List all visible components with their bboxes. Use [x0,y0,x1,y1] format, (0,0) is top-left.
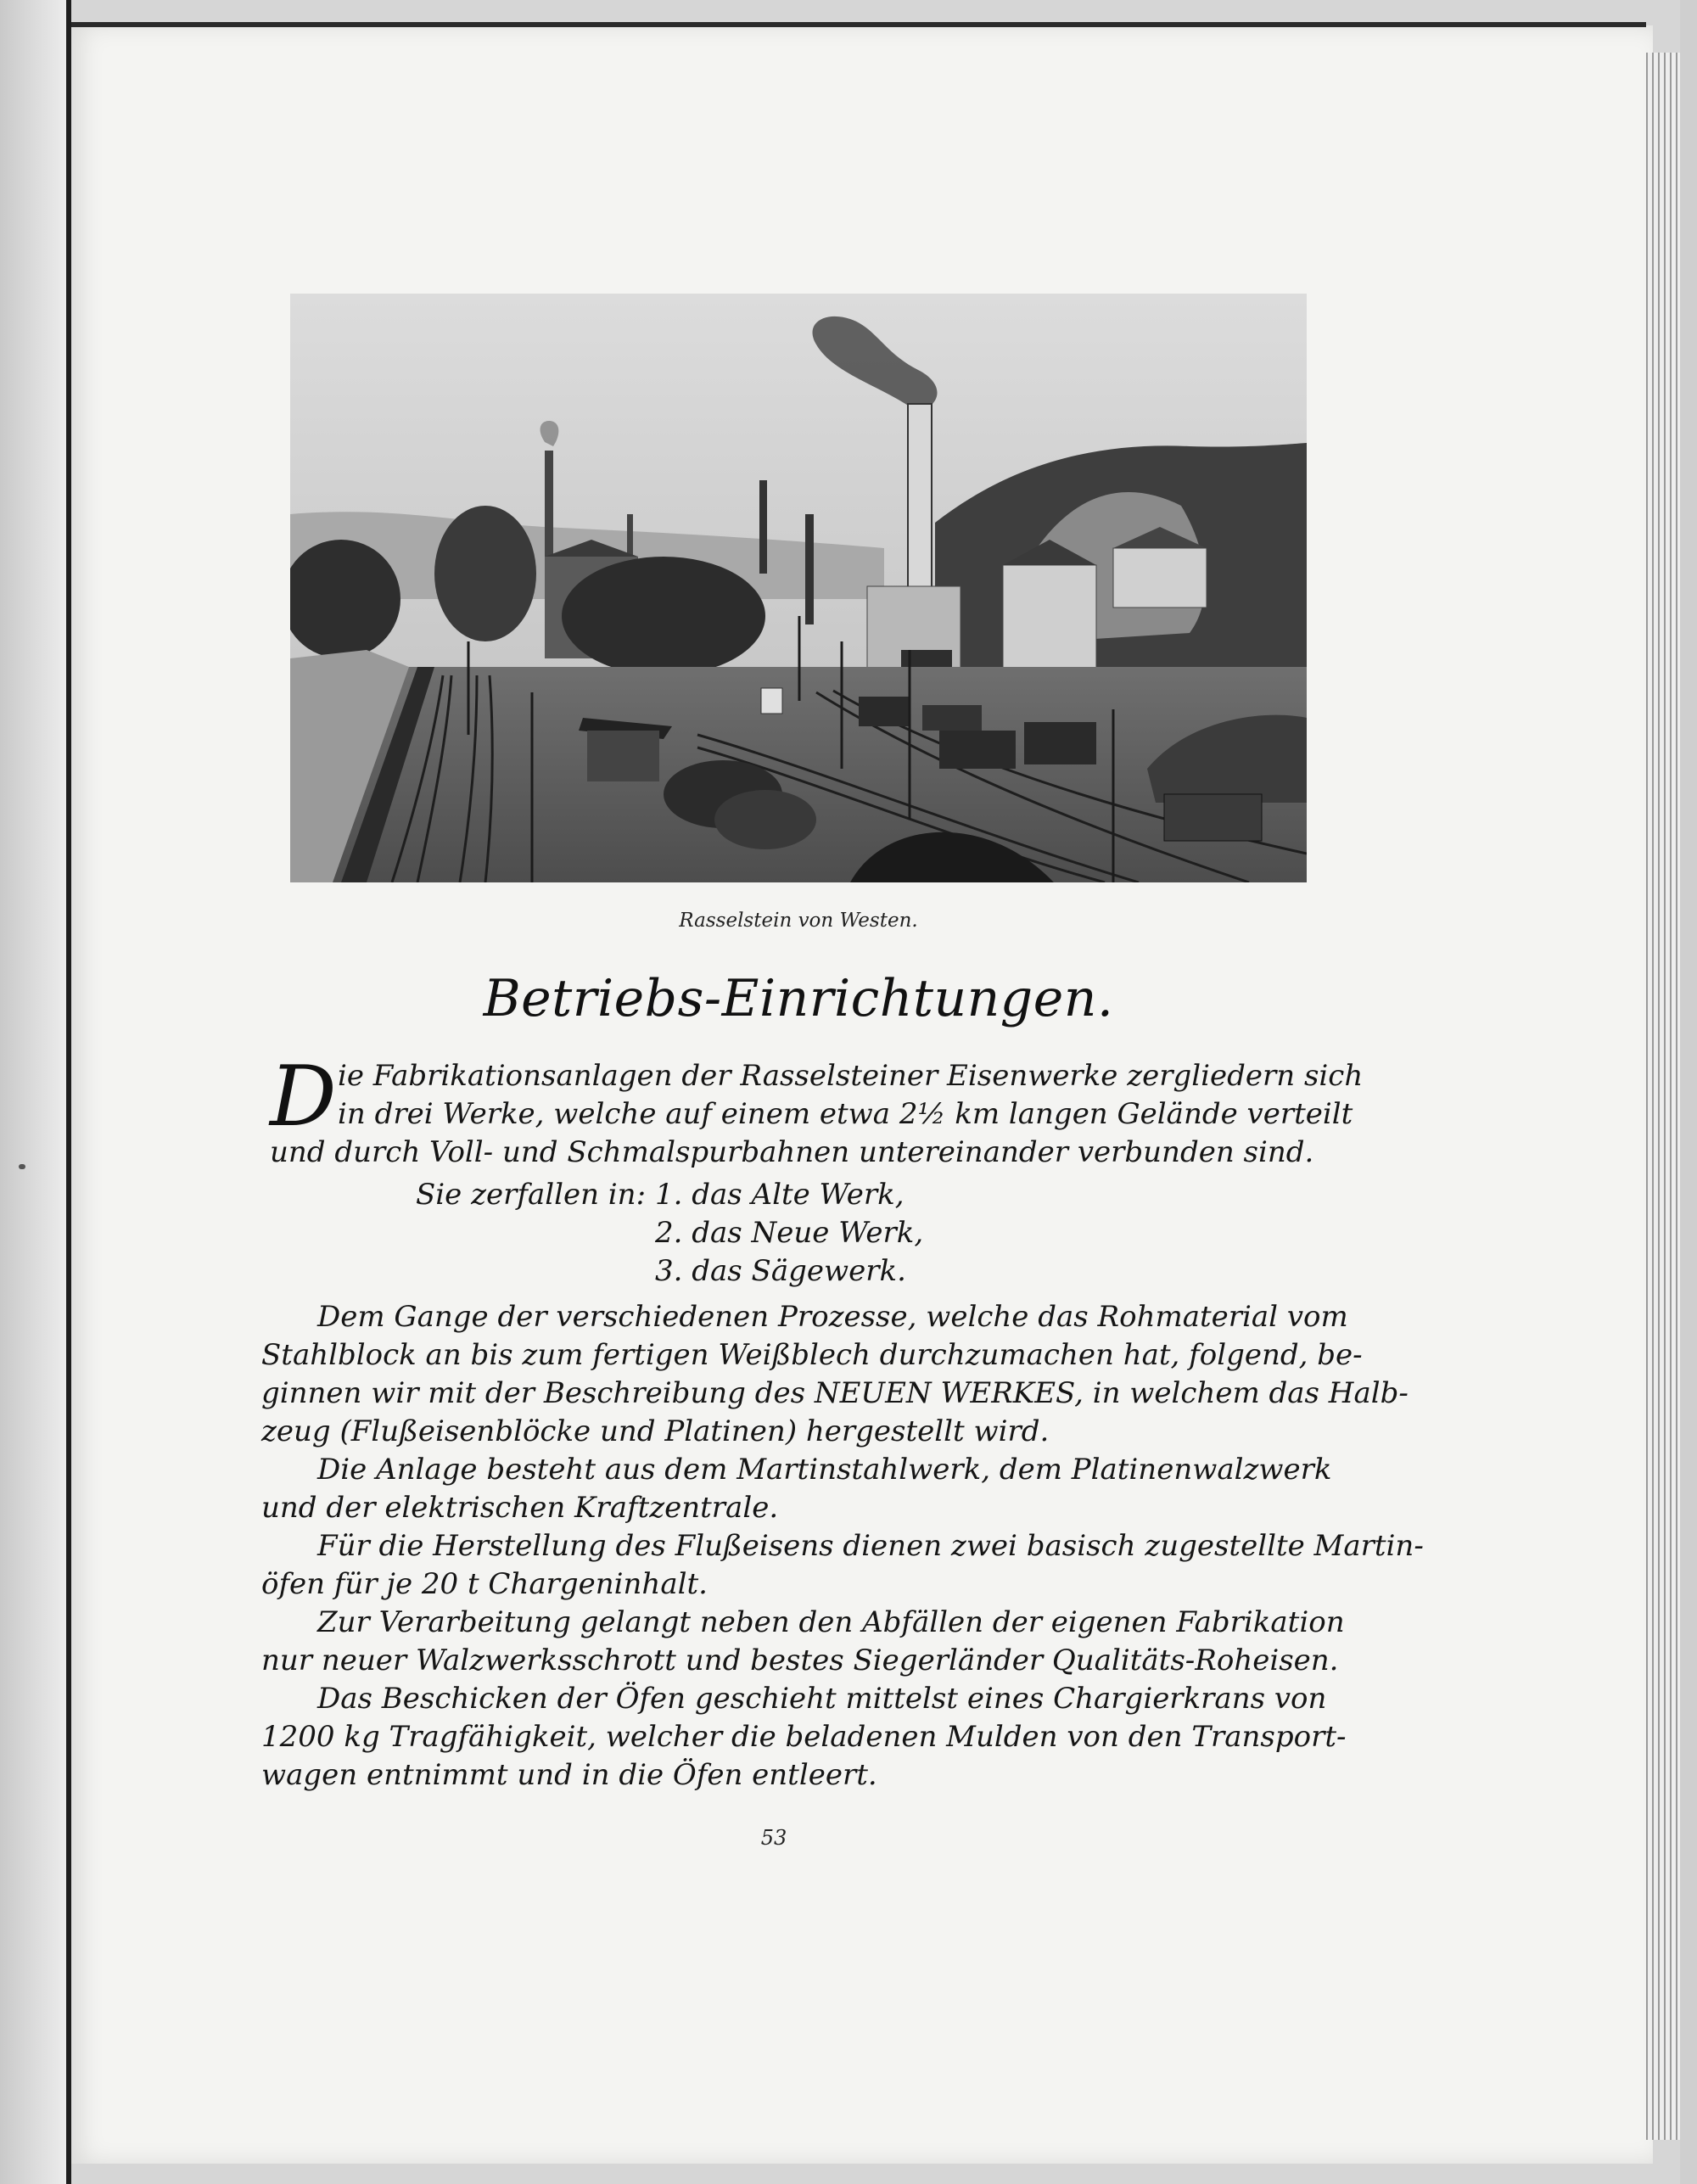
factory-photograph [290,294,1307,882]
list-intro: Sie zerfallen in: [416,1178,647,1212]
list-item: 1. das Alte Werk, [655,1178,905,1212]
text-line: ginnen wir mit der Beschreibung des NEUEN WERKES, in welchem das Halb- [261,1376,1409,1410]
scan-speck [19,1164,25,1169]
page-top-edge [71,22,1646,27]
body-paragraph [261,1298,1409,1451]
intro-line-1: ie Fabrikationsanlagen der Rasselsteiner Eisenwerke zergliedern sich [338,1059,1364,1093]
text-line: öfen für je 20 t Chargeninhalt. [261,1567,708,1601]
intro-line-3: und durch Voll- und Schmalspurbahnen untereinander verbunden sind. [270,1135,1314,1169]
intro-paragraph-bottom [270,1134,1314,1172]
intro-paragraph-top [338,1057,1364,1134]
scanner-margin-right [1680,0,1697,2184]
text-line: Das Beschicken der Öfen geschieht mittelst eines Chargierkrans von [317,1682,1327,1716]
intro-line-2: in drei Werke, welche auf einem etwa 2½ km langen Gelände verteilt [338,1097,1353,1131]
previous-page-edge [0,0,71,2184]
text-line: Die Anlage besteht aus dem Martinstahlwerk, dem Platinenwalzwerk [317,1453,1332,1487]
text-line: nur neuer Walzwerksschrott und bestes Siegerländer Qualitäts-Roheisen. [261,1644,1339,1677]
text-line: Für die Herstellung des Flußeisens dienen zwei basisch zugestellte Martin- [317,1529,1424,1563]
text-line: Dem Gange der verschiedenen Prozesse, welche das Rohmaterial vom [317,1300,1348,1334]
text-line: wagen entnimmt und in die Öfen entleert. [261,1758,877,1792]
factory-photograph-drawing [290,294,1307,882]
page-block-edge [1646,53,1680,2140]
text-line: zeug (Flußeisenblöcke und Platinen) hergestellt wird. [261,1414,1050,1448]
body-paragraph [261,1527,1424,1604]
text-line: und der elektrischen Kraftzentrale. [261,1491,779,1525]
page-number: 53 [760,1826,787,1850]
list-item: 2. das Neue Werk, [655,1216,924,1250]
section-heading: Betriebs-Einrichtungen. [483,969,1114,1028]
list-item: 3. das Sägewerk. [655,1254,906,1288]
body-paragraph [261,1451,1332,1527]
drop-cap: D [270,1049,337,1145]
body-paragraph [261,1680,1347,1795]
text-line: Zur Verarbeitung gelangt neben den Abfällen der eigenen Fabrikation [317,1605,1345,1639]
photo-caption: Rasselstein von Westen. [679,910,918,932]
text-line: Stahlblock an bis zum fertigen Weißblech durchzumachen hat, folgend, be- [261,1338,1363,1372]
text-line: 1200 kg Tragfähigkeit, welcher die beladenen Mulden von den Transport- [261,1720,1347,1754]
body-paragraph [261,1604,1345,1680]
